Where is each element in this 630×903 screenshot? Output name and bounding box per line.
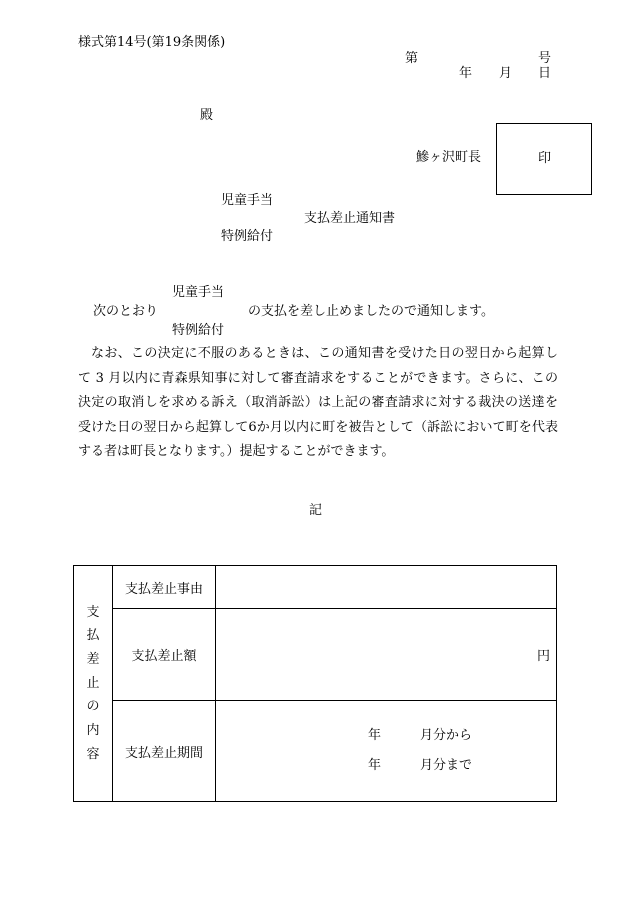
body-intro: 次のとおり	[93, 304, 159, 319]
body-main-sentence: の支払を差し止めましたので通知します。	[248, 304, 494, 319]
body-option-special-benefit: 特例給付	[172, 323, 225, 338]
title-option-child-allowance: 児童手当	[221, 193, 274, 208]
document-number-suffix: 号	[538, 51, 552, 66]
details-table	[73, 565, 557, 802]
reason-value-field[interactable]	[216, 566, 557, 609]
date-year: 年	[459, 66, 473, 81]
document-number-prefix: 第	[405, 51, 419, 66]
amount-label: 支払差止額	[113, 609, 216, 701]
issuer-name: 鰺ヶ沢町長	[416, 150, 482, 165]
period-value-field[interactable]	[216, 701, 557, 802]
date-day: 日	[538, 66, 552, 81]
appeal-notice: なお、この決定に不服のあるときは、この通知書を受けた日の翌日から起算して 3 月以内に青森県知事に対して審査請求をすることができます。さらに、この決定の取消しを求める訴え（取消訴訟）は上記の審査請求に対する裁決の送達を受けた日の翌日から起算して6か月以内に町を被告として（訴訟において町を代表する者は町長となります。）提起することができます。	[78, 346, 558, 459]
seal-box	[496, 123, 592, 195]
amount-unit: 円	[536, 649, 550, 664]
period-label: 支払差止期間	[113, 701, 216, 802]
seal-mark: 印	[538, 151, 552, 166]
amount-value-field[interactable]	[216, 609, 557, 701]
details-side-label: 支 払 差 止 の 内 容	[74, 566, 113, 802]
form-number: 様式第14号(第19条関係)	[78, 35, 226, 50]
record-heading: 記	[309, 503, 323, 518]
title-option-special-benefit: 特例給付	[221, 229, 274, 244]
addressee-suffix: 殿	[200, 108, 214, 123]
period-from-line: 年 月分から	[368, 728, 473, 743]
body-option-child-allowance: 児童手当	[172, 285, 225, 300]
document-title: 支払差止通知書	[304, 211, 396, 226]
date-month: 月	[499, 66, 513, 81]
period-to-line: 年 月分まで	[368, 758, 473, 773]
reason-label: 支払差止事由	[113, 566, 216, 609]
